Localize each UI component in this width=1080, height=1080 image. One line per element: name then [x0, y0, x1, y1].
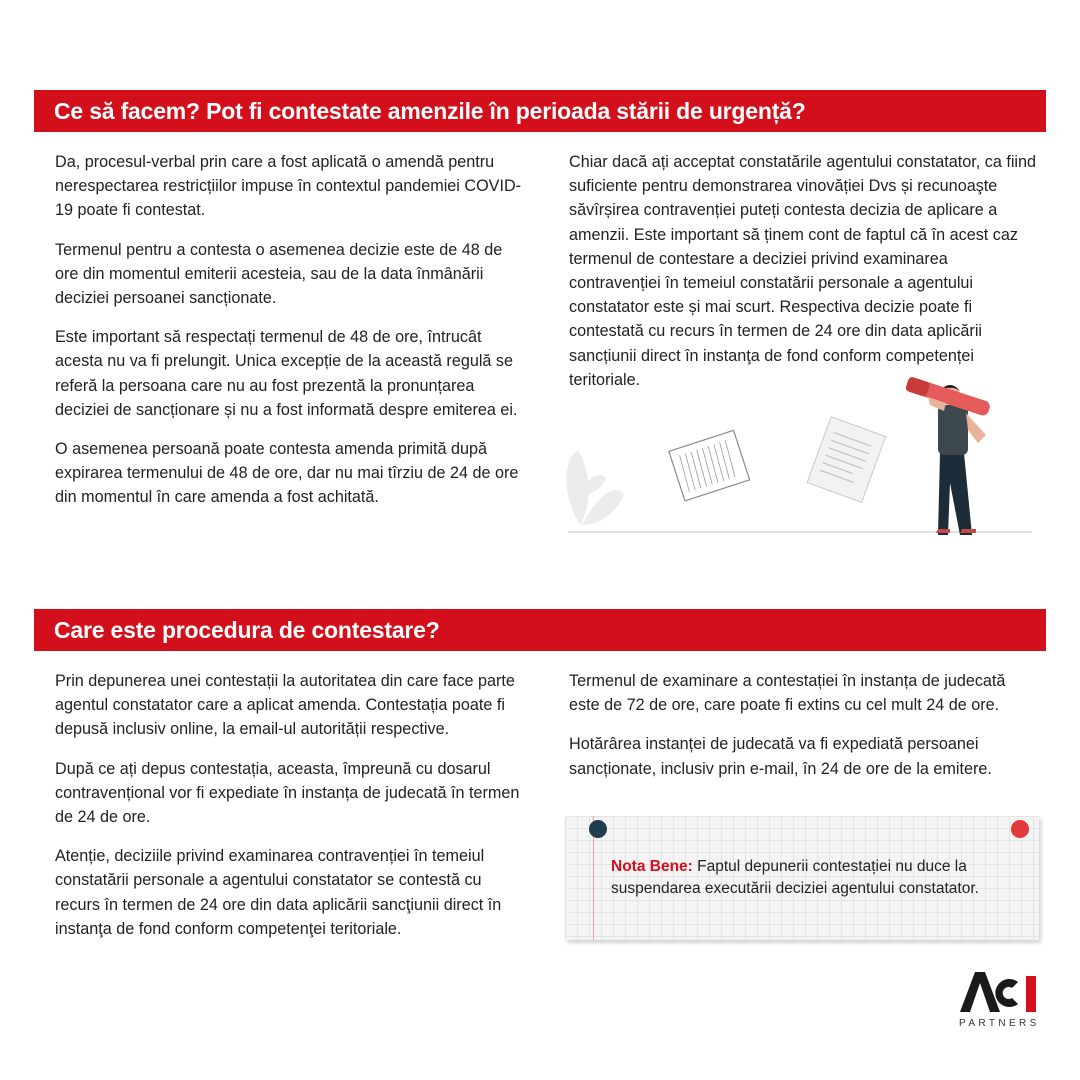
- section2-left-paragraph: Atenție, deciziile privind examinarea contravenției în temeiul constatării personale a agentului constatator se contestă cu recurs în termen de 24 ore din data aplicării sancţiunii direct în instanţa de fond conform competenţei teritoriale.: [55, 847, 502, 938]
- aci-logo-mark: [958, 968, 1042, 1014]
- section1-right-paragraph: Chiar dacă ați acceptat constatările agentului constatator, ca fiind suficiente pentru demonstrarea vinovăției Dvs și recunoaşte săvîrșirea contravenției puteți contesta decizia de aplicare a amenzii. Este important să ținem cont de faptul că în acest caz termenul de contestare a deciziei privind examinarea contravenției în temeiul constatării personale a agentului constatator este și mai scurt. Respectiva decizie poate fi contestată cu recurs în termen de 24 ore din data aplicării sancțiunii direct în instanţa de fond conform competenței teritoriale.: [569, 153, 1037, 389]
- section1-left-paragraph: Da, procesul-verbal prin care a fost aplicată o amendă pentru nerespectarea restricțiilor impuse în contextul pandemiei COVID-19 poate fi contestat.: [55, 153, 522, 220]
- leaf-icon: [566, 450, 624, 525]
- nota-bene-body: Faptul depunerii contestației nu duce la suspendarea executării deciziei agentului constatator.: [611, 858, 979, 897]
- section1-title: Ce să facem? Pot fi contestate amenzile în perioada stării de urgență?: [34, 90, 1046, 132]
- document-icon: [807, 417, 885, 503]
- pin-icon: [589, 820, 607, 838]
- nota-bene-label: Nota Bene:: [611, 858, 693, 875]
- section2-right-paragraph: Termenul de examinare a contestației în instanța de judecată este de 72 de ore, care poate fi extins cu cel mult 24 de ore.: [569, 672, 1006, 715]
- pin-icon: [1011, 820, 1029, 838]
- section2-left-paragraph: După ce ați depus contestația, aceasta, împreună cu dosarul contravențional vor fi expediate în instanța de judecată în termen de 24 de ore.: [55, 759, 520, 827]
- section2-left-paragraph: Prin depunerea unei contestații la autoritatea din care face parte agentul constatator care a aplicat amenda. Contestația poate fi depusă inclusiv online, la email-ul autorității respective.: [55, 672, 515, 739]
- section1-left-paragraph: O asemenea persoană poate contesta amenda primită după expirarea termenului de 48 de ore, dar nu mai tîrziu de 24 de ore din momentul în care amenda a fost achitată.: [55, 440, 519, 507]
- section2-title: Care este procedura de contestare?: [34, 609, 1046, 651]
- section1-left-paragraph: Este important să respectați termenul de 48 de ore, întrucât acesta nu va fi prelungit. Unica excepție de la această regulă se referă la persoana care nu au fost prezentă la pronunțarea deciziei de sancționare și nu a fost informată despre emiterea ei.: [55, 328, 518, 419]
- aci-partners-logo: [958, 968, 1042, 1034]
- nota-bene-text: [611, 856, 1031, 900]
- logo-subtitle: PARTNERS: [959, 1018, 1040, 1029]
- section2-left-column: [55, 669, 525, 956]
- section2-right-column: [569, 669, 1039, 796]
- section1-left-paragraph: Termenul pentru a contesta o asemenea decizie este de 48 de ore din momentul emiterii acesteia, sau de la data înmânării deciziei persoanei sancționate.: [55, 240, 503, 308]
- section2-right-paragraph: Hotărârea instanței de judecată va fi expediată persoanei sancționate, inclusiv prin e-mail, în 24 de ore de la emitere.: [569, 735, 992, 778]
- nota-bene-note: [565, 816, 1039, 940]
- section1-left-column: [55, 150, 525, 525]
- person-with-marker-illustration: [560, 375, 1040, 540]
- section1-right-column: [569, 150, 1039, 407]
- person-icon: [905, 376, 991, 535]
- paper-sheet-icon: [669, 430, 750, 500]
